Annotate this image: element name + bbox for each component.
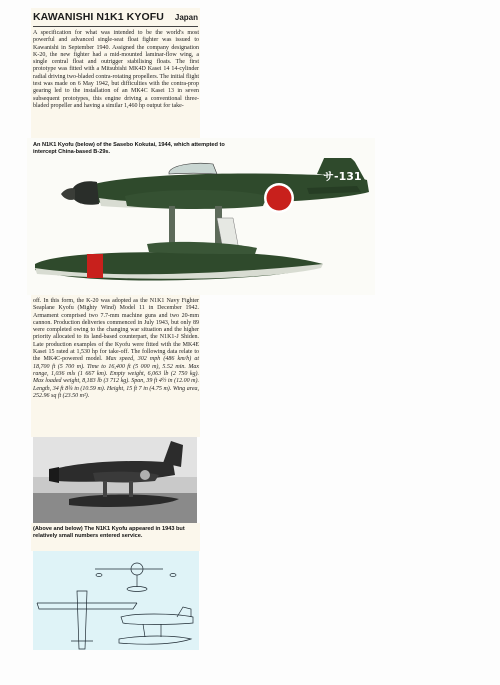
aircraft-marking-text: サ-131 xyxy=(323,170,362,183)
continuation-paragraph xyxy=(33,298,199,400)
artwork-caption: An N1K1 Kyofu (below) of the Sasebo Kokutai, 1944, which attempted to intercept China-based B-29s. xyxy=(33,142,225,155)
continuation-text: off. In this form, the K-20 was adopted as the N1K1 Navy Fighter Seaplane Kyofu (Mighty Wind) Model 11 in December 1942. Armament comprised two 7.7-mm machine guns and two 20-mm cannon. Production deliveries commenced in July 1943, but only 89 were completed owing to the changing war situation and the higher priority allocated to its land-based counterpart, the N1K1-J Shiden. Late production examples of the Kyofu were fitted with the MK4E Kasei 15 rated at 1,530 hp for take-off. The following data relate to the MK4C-powered model. xyxy=(33,298,199,363)
intro-paragraph: A specification for what was intended to be the world's most powerful and advanced single-seat float fighter was issued to Kawanishi in September 1940. Assigned the company designation K-20, the new fighter had a mid-mounted laminar-flow wing, a single central float and outrigger stabilising floats. The first prototype was fitted with a Mitsubishi MK4D Kasei 14 14-cylinder radial driving two-bladed contra-rotating propellers. The initial flight test was made on 6 May 1942, but difficulties with the contra-prop gearing led to the installation of an MK4C Kasei 13 in seven subsequent prototypes, this engine driving a conventional three-bladed propeller and having a similar 1,460 hp output for take- xyxy=(33,30,199,109)
aircraft-side-view-illustration xyxy=(27,158,375,290)
aircraft-photograph xyxy=(33,437,197,523)
photo-caption: (Above and below) The N1K1 Kyofu appeared in 1943 but relatively small numbers entered service. xyxy=(33,526,185,539)
article-country: Japan xyxy=(174,13,198,22)
specifications-text: Max speed, 302 mph (486 km/h) at 18,700 ft (5 700 m). Time to 16,400 ft (5 000 m), 5.52 min. Max range, 1,036 mls (1 667 km). Empty weight, 6,063 lb (2 750 kg). Max loaded weight, 8,183 lb (3 712 kg). Span, 39 ft 4½ in (12.00 m). Length, 34 ft 8¾ in (10.59 m). Height, 15 ft 7 in (4.75 m). Wing area, 252.96 sq ft (23.50 m²). xyxy=(33,356,200,399)
article-title: KAWANISHI N1K1 KYOFU xyxy=(33,11,164,23)
article-header xyxy=(33,10,198,27)
three-view-drawing xyxy=(33,551,199,650)
